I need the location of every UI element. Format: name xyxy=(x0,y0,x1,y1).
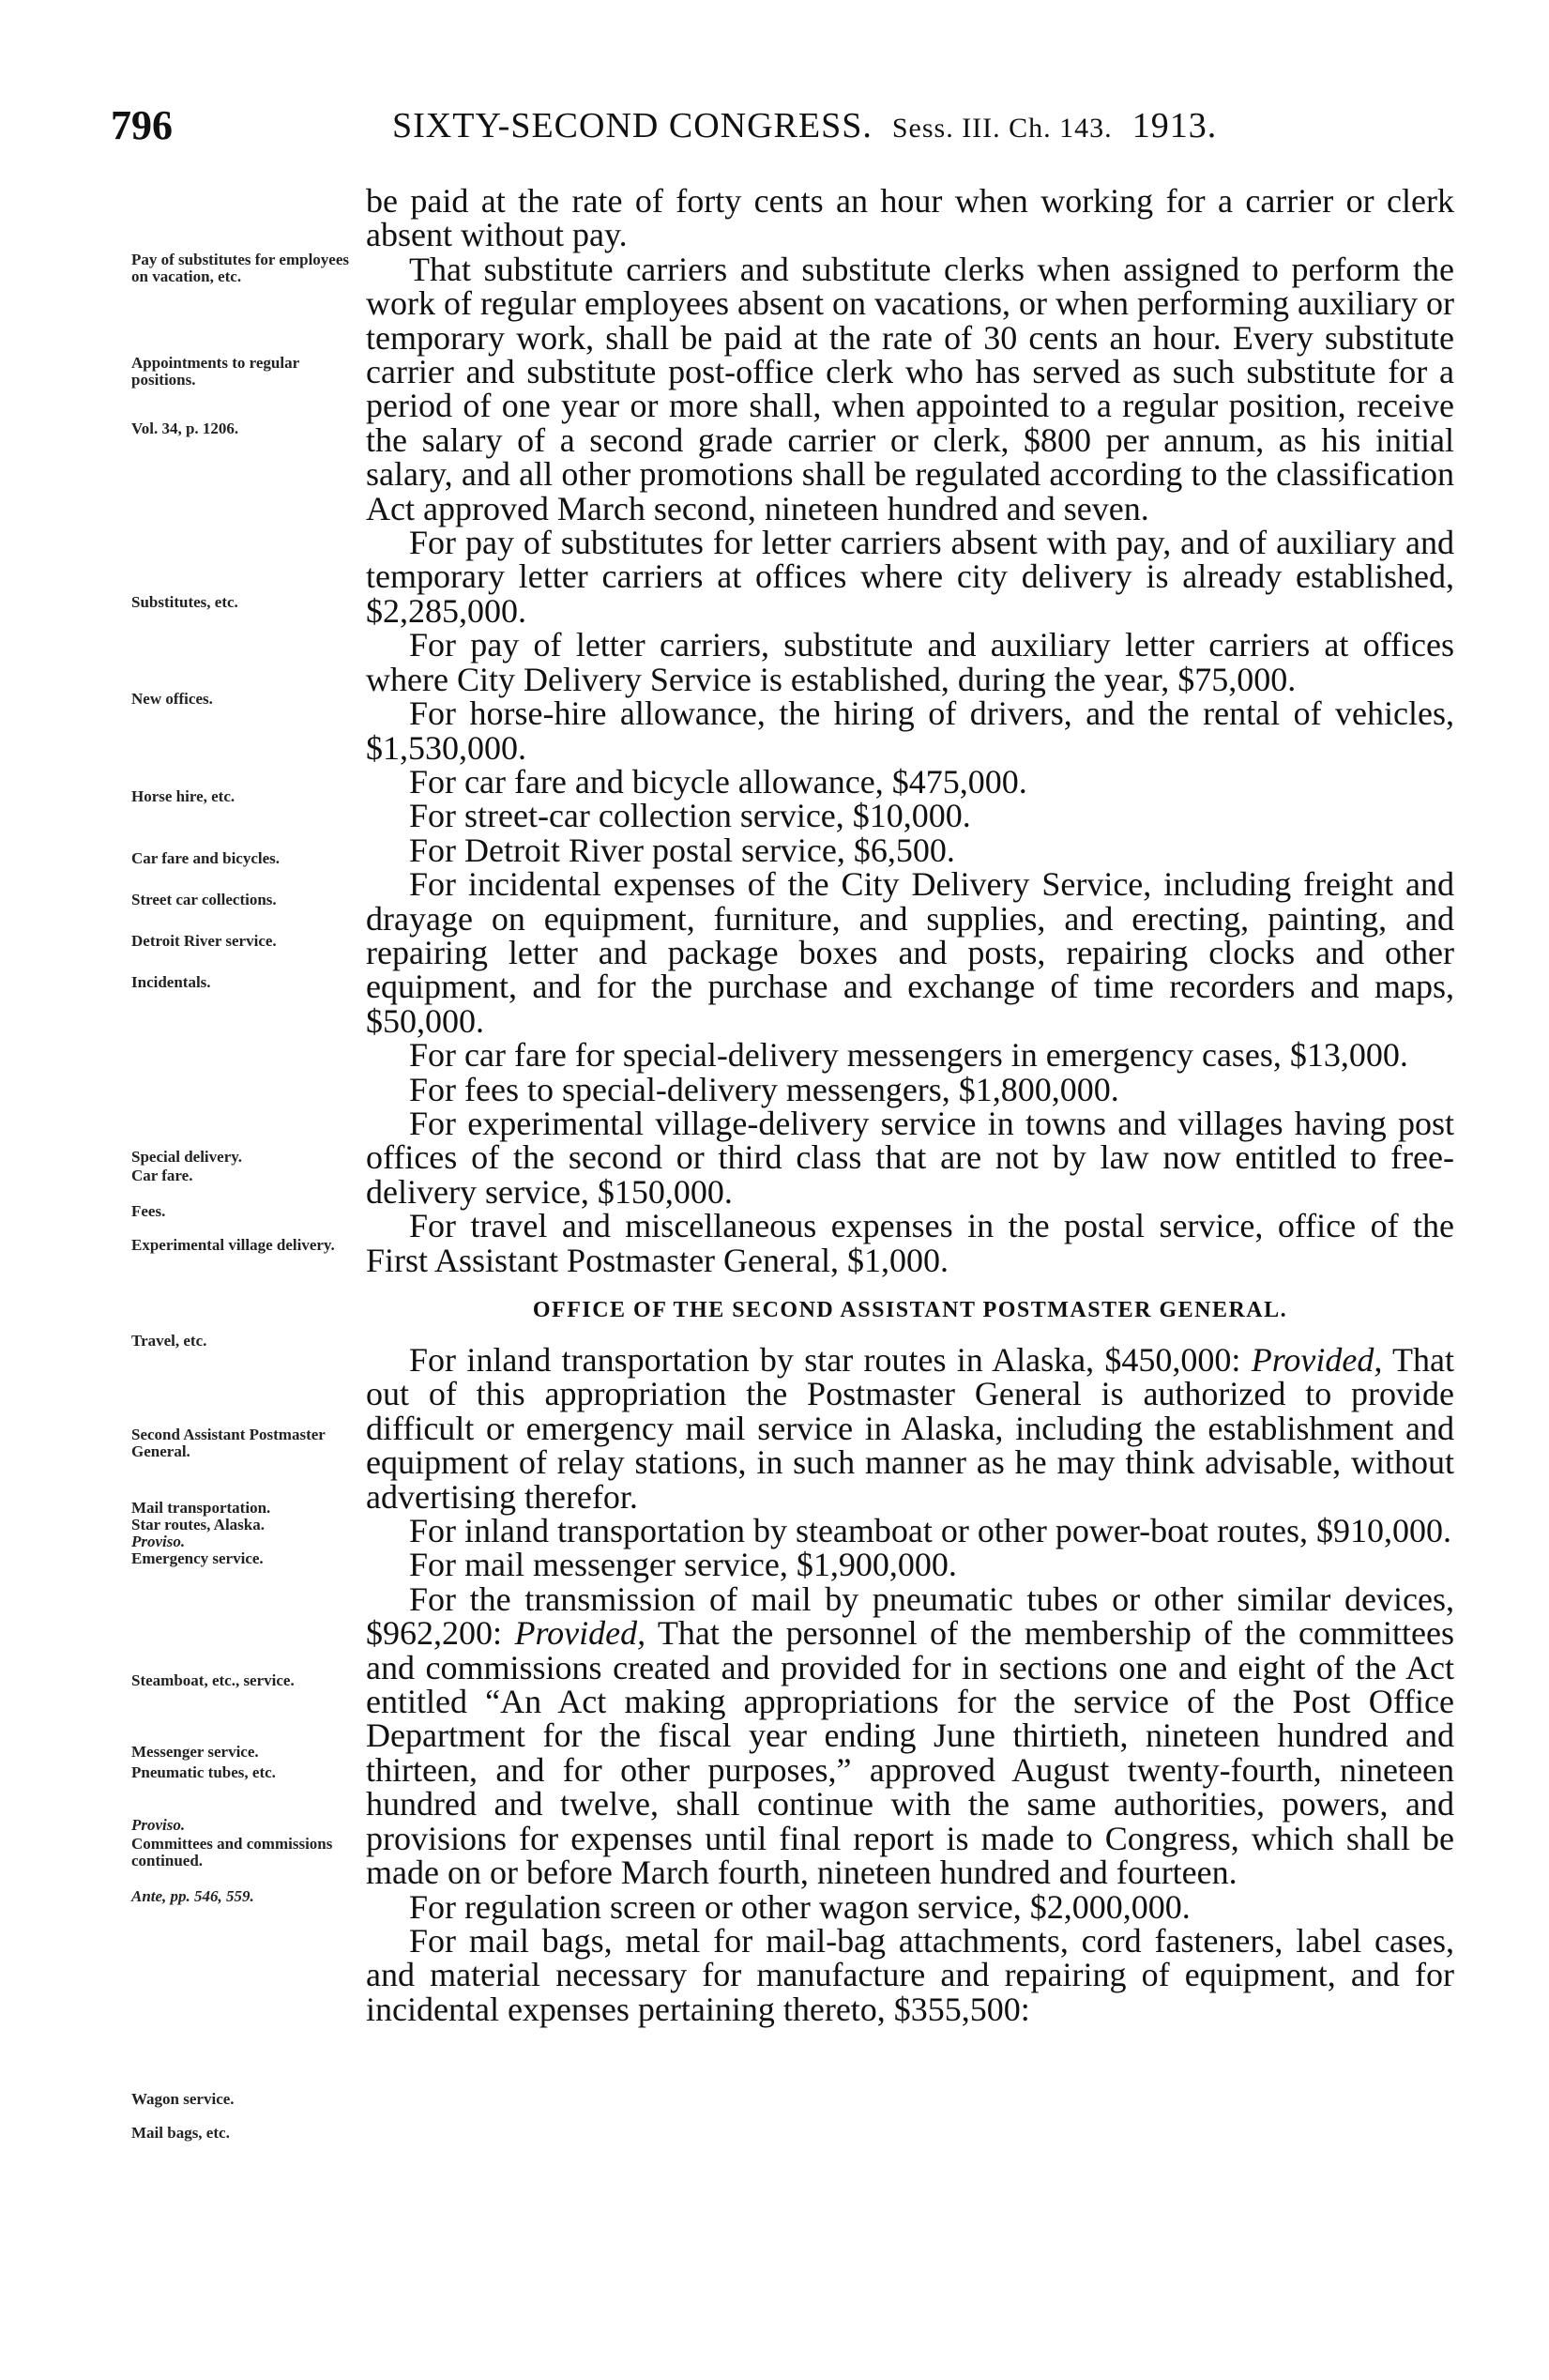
paragraph-substitutes: For pay of substitutes for letter carriers absent with pay, and of auxiliary and temporary letter carriers at offices where city delivery is already established, $2,285,000. xyxy=(366,524,1454,630)
margin-note: Travel, etc. xyxy=(131,1332,207,1350)
margin-note: Car fare and bicycles. xyxy=(131,849,281,867)
paragraph-fees: For fees to special-delivery messengers, $1,800,000. xyxy=(409,1070,1119,1108)
margin-note: Emergency service. xyxy=(131,1549,264,1567)
paragraph-messenger: For mail messenger service, $1,900,000. xyxy=(409,1546,957,1584)
margin-note: Incidentals. xyxy=(131,973,211,991)
paragraph-village-delivery: For experimental village-delivery service in towns and villages having post offices of the second or third class that are not by law now entitled to free-delivery service, $150,000. xyxy=(366,1104,1454,1211)
margin-note: Special delivery. xyxy=(131,1148,243,1166)
running-title-session: Sess. III. Ch. 143. xyxy=(891,113,1113,144)
margin-note: Second Assistant Postmaster General. xyxy=(131,1426,326,1460)
margin-note: Mail bags, etc. xyxy=(131,2124,230,2142)
running-title-year: 1913. xyxy=(1131,106,1218,145)
star-routes-provided: Provided, xyxy=(1251,1341,1383,1379)
margin-note: Street car collections. xyxy=(131,891,277,908)
margin-note: Vol. 34, p. 1206. xyxy=(131,420,239,437)
pneumatic-text-b: That the personnel of the membership of the committees and commissions created and provided for in sections one and eight of the Act entitled “An Act making appropriations for the service of the Post Office Department for the fiscal year ending June thirtieth, nineteen hundred and thirteen, and for other purposes,” approved August twenty-fourth, nineteen hundred and twelve, shall continue with the same authorities, powers, and provisions for expenses until final report is made to Congress, which shall be made on or before March fourth, nineteen hundred and fourteen. xyxy=(366,1614,1455,1892)
pneumatic-provided: Provided, xyxy=(514,1614,646,1653)
paragraph-substitute-pay: That substitute carriers and substitute clerks when assigned to perform the work of regular employees absent on vacations, or when performing auxiliary or temporary work, shall be paid at the rate of 30 cents an hour. Every substitute carrier and substitute post-office clerk who has served as such substitute for a period of one year or more shall, when appointed to a regular position, receive the salary of a second grade carrier or clerk, $800 per annum, as his initial salary, and all other promotions shall be regulated according to the classification Act approved March second, nineteen hundred and seven. xyxy=(366,250,1454,527)
paragraph-star-routes xyxy=(366,1343,1454,1514)
paragraph-street-car: For street-car collection service, $10,000. xyxy=(409,797,971,835)
margin-note: Appointments to regular positions. xyxy=(131,354,299,389)
margin-note: Experimental village delivery. xyxy=(131,1236,335,1254)
margin-note: Pay of substitutes for employees on vacation, etc. xyxy=(131,251,349,285)
paragraph-steamboat: For inland transportation by steamboat or other power-boat routes, $910,000. xyxy=(409,1512,1452,1550)
margin-note: Substitutes, etc. xyxy=(131,593,238,611)
page-number: 796 xyxy=(111,102,173,148)
pneumatic-text-a: For the transmission of mail by pneumatic tubes or other similar devices, $962,200: xyxy=(366,1579,1454,1653)
margin-note: Proviso. xyxy=(131,1816,186,1834)
margin-note: Horse hire, etc. xyxy=(131,787,235,805)
paragraph-horse-hire: For horse-hire allowance, the hiring of drivers, and the rental of vehicles, $1,530,000. xyxy=(366,694,1454,767)
star-routes-text-a: For inland transportation by star routes in Alaska, $450,000: xyxy=(409,1341,1241,1379)
main-text xyxy=(366,184,1454,2026)
margin-note: Mail transportation. xyxy=(131,1499,271,1517)
margin-note: Wagon service. xyxy=(131,2090,235,2108)
margin-note: Fees. xyxy=(131,1202,166,1220)
paragraph-pneumatic-tubes xyxy=(366,1579,1455,1892)
margin-note: Steamboat, etc., service. xyxy=(131,1671,295,1689)
paragraph-car-fare: For car fare and bicycle allowance, $475,000. xyxy=(409,762,1027,801)
paragraph-wagon-service: For regulation screen or other wagon service, $2,000,000. xyxy=(409,1887,1191,1926)
paragraph-new-offices: For pay of letter carriers, substitute and auxiliary letter carriers at offices where City Delivery Service is established, during the year, $75,000. xyxy=(366,626,1454,698)
paragraph-incidentals: For incidental expenses of the City Delivery Service, including freight and drayage on equipment, furniture, and supplies, and erecting, painting, and repairing letter and package boxes and posts, repairing clocks and other equipment, and for the purchase and exchange of time recorders and maps, $50,000. xyxy=(366,865,1454,1040)
margin-note: Detroit River service. xyxy=(131,932,277,950)
star-routes-text-b: That out of this appropriation the Postmaster General is authorized to provide difficult or emergency mail service in Alaska, including the establishment and equipment of relay stations, in such manner as he may think advisable, without advertising therefor. xyxy=(366,1341,1455,1516)
paragraph-continuation: be paid at the rate of forty cents an hour when working for a carrier or clerk absent without pay. xyxy=(366,182,1454,254)
paragraph-detroit-river: For Detroit River postal service, $6,500. xyxy=(409,831,955,869)
margin-note: Star routes, Alaska. xyxy=(131,1516,266,1533)
page-header xyxy=(0,101,1549,158)
paragraph-travel: For travel and miscellaneous expenses in the postal service, office of the First Assistant Postmaster General, $1,000. xyxy=(366,1207,1454,1279)
margin-note: Proviso. xyxy=(131,1533,186,1550)
margin-note: Pneumatic tubes, etc. xyxy=(131,1763,276,1781)
margin-note: Committees and commissions continued. xyxy=(131,1835,333,1869)
margin-note: Car fare. xyxy=(131,1167,193,1184)
running-title-main: SIXTY-SECOND CONGRESS. xyxy=(392,106,873,145)
paragraph-mail-bags: For mail bags, metal for mail-bag attachments, cord fasteners, label cases, and material necessary for manufacture and repairing of equipment, and for incidental expenses pertaining thereto, $355,500: xyxy=(366,1921,1454,2028)
section-heading: OFFICE OF THE SECOND ASSISTANT POSTMASTER GENERAL. xyxy=(532,1298,1288,1322)
margin-note: Ante, pp. 546, 559. xyxy=(131,1887,254,1905)
running-title xyxy=(392,105,1217,146)
margin-note: Messenger service. xyxy=(131,1743,259,1761)
margin-note: New offices. xyxy=(131,690,213,708)
paragraph-special-delivery-car-fare: For car fare for special-delivery messengers in emergency cases, $13,000. xyxy=(409,1036,1408,1075)
